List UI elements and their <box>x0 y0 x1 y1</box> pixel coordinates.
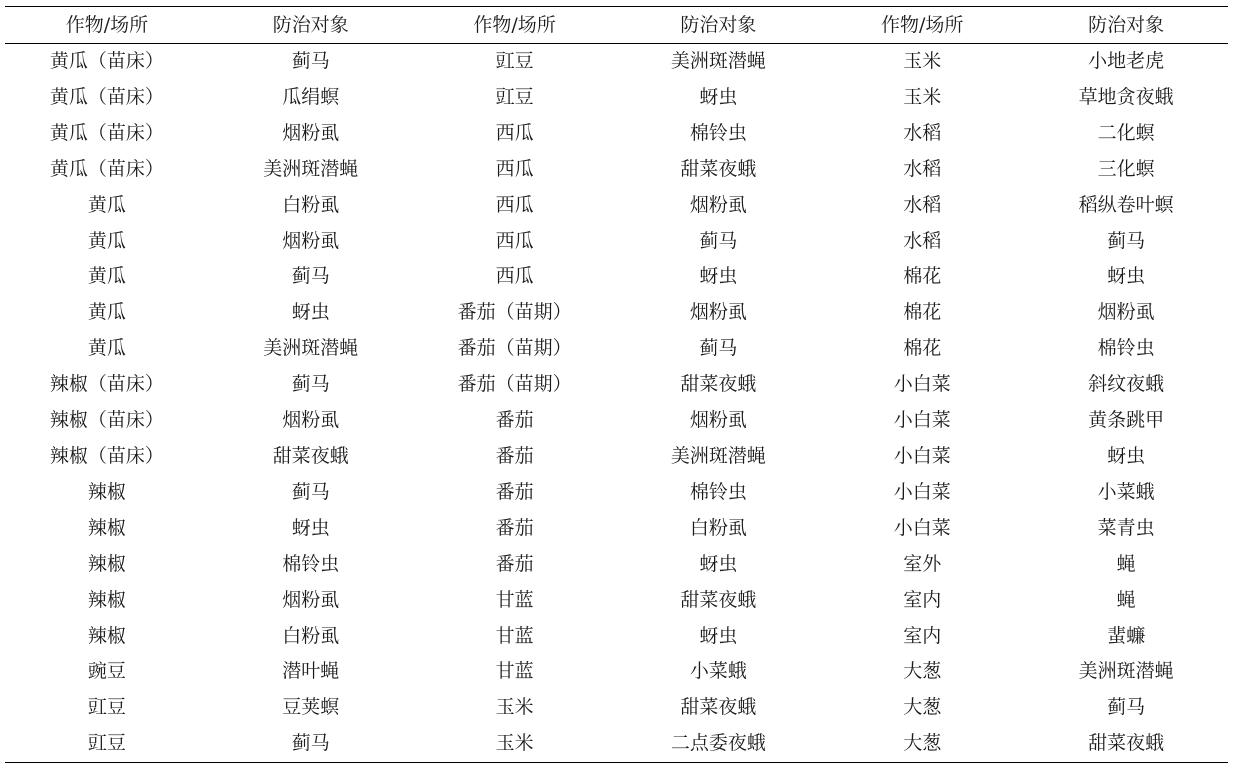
crop-site-cell: 甘蓝 <box>495 624 534 647</box>
pest-target-cell: 二化螟 <box>1097 121 1155 144</box>
pest-target-header: 防治对象 <box>272 14 349 36</box>
pest-target-cell: 美洲斑潜蝇 <box>263 157 359 180</box>
pest-target-cell: 美洲斑潜蝇 <box>670 444 766 467</box>
table-row <box>5 475 1228 511</box>
crop-site-cell: 辣椒（苗床） <box>49 409 164 432</box>
pest-target-cell: 蓟马 <box>291 265 330 288</box>
table-row <box>5 295 1228 331</box>
pest-target-header: 防治对象 <box>1088 14 1165 36</box>
crop-site-cell: 玉米 <box>903 85 942 108</box>
pest-target-cell: 烟粉虱 <box>689 301 747 324</box>
pest-target-cell: 美洲斑潜蝇 <box>1078 660 1174 683</box>
crop-site-cell: 黄瓜 <box>87 337 126 360</box>
pest-target-cell: 蓟马 <box>699 229 738 252</box>
crop-site-header: 作物/场所 <box>881 14 964 36</box>
table-row <box>5 583 1228 619</box>
pest-target-cell: 甜菜夜蛾 <box>680 588 757 611</box>
table-row <box>5 44 1228 80</box>
crop-site-header: 作物/场所 <box>473 14 556 36</box>
crop-pest-table <box>5 6 1228 763</box>
pest-target-cell: 棉铃虫 <box>689 480 747 503</box>
pest-target-cell: 蚜虫 <box>291 301 330 324</box>
crop-site-cell: 室内 <box>903 624 942 647</box>
pest-target-cell: 三化螟 <box>1097 157 1155 180</box>
crop-site-cell: 大葱 <box>903 696 942 719</box>
table-row <box>5 690 1228 726</box>
table-row <box>5 188 1228 224</box>
crop-site-cell: 番茄 <box>495 444 534 467</box>
crop-site-cell: 小白菜 <box>893 516 951 539</box>
pest-target-cell: 潜叶蝇 <box>282 660 340 683</box>
crop-site-header: 作物/场所 <box>65 14 149 36</box>
pest-target-cell: 白粉虱 <box>689 516 747 539</box>
crop-site-cell: 小白菜 <box>893 444 951 467</box>
pest-target-cell: 小菜蛾 <box>689 660 747 683</box>
table-row <box>5 619 1228 655</box>
crop-site-cell: 西瓜 <box>495 229 534 252</box>
pest-target-cell: 小菜蛾 <box>1097 480 1155 503</box>
pest-target-cell: 蚜虫 <box>699 265 738 288</box>
crop-pest-table-container <box>5 6 1228 763</box>
crop-site-cell: 西瓜 <box>495 193 534 216</box>
pest-target-cell: 甜菜夜蛾 <box>680 157 757 180</box>
table-row <box>5 367 1228 403</box>
crop-site-cell: 番茄（苗期） <box>457 337 572 360</box>
crop-site-cell: 室外 <box>903 552 942 575</box>
pest-target-cell: 烟粉虱 <box>1097 301 1155 324</box>
pest-target-cell: 稻纵卷叶螟 <box>1078 193 1174 216</box>
pest-target-cell: 棉铃虫 <box>689 121 747 144</box>
table-row <box>5 259 1228 295</box>
pest-target-cell: 棉铃虫 <box>1097 337 1155 360</box>
pest-target-cell: 草地贪夜蛾 <box>1078 85 1174 108</box>
pest-target-cell: 蚜虫 <box>1107 265 1146 288</box>
pest-target-cell: 甜菜夜蛾 <box>1088 732 1165 755</box>
crop-site-cell: 番茄 <box>495 480 534 503</box>
pest-target-cell: 豆荚螟 <box>282 696 340 719</box>
crop-site-cell: 黄瓜 <box>87 301 126 324</box>
table-header <box>5 7 1228 44</box>
table-row <box>5 511 1228 547</box>
table-row <box>5 116 1228 152</box>
pest-target-cell: 蓟马 <box>291 373 330 396</box>
pest-target-cell: 蚜虫 <box>699 624 738 647</box>
pest-target-cell: 瓜绢螟 <box>282 85 340 108</box>
pest-target-cell: 烟粉虱 <box>689 409 747 432</box>
crop-site-cell: 玉米 <box>903 50 942 72</box>
pest-target-cell: 蓟马 <box>291 50 330 72</box>
crop-site-cell: 大葱 <box>903 660 942 683</box>
pest-target-cell: 烟粉虱 <box>282 409 340 432</box>
crop-site-cell: 辣椒 <box>87 552 126 575</box>
crop-site-cell: 大葱 <box>903 732 942 755</box>
crop-site-cell: 豇豆 <box>87 732 126 755</box>
pest-target-cell: 烟粉虱 <box>282 588 340 611</box>
table-row <box>5 403 1228 439</box>
crop-site-cell: 小白菜 <box>893 480 951 503</box>
crop-site-cell: 辣椒 <box>87 588 126 611</box>
crop-site-cell: 黄瓜 <box>87 193 126 216</box>
crop-site-cell: 黄瓜（苗床） <box>49 157 164 180</box>
table-row <box>5 224 1228 260</box>
crop-site-cell: 辣椒 <box>87 624 126 647</box>
pest-target-cell: 蓟马 <box>291 732 330 755</box>
crop-site-cell: 辣椒 <box>87 480 126 503</box>
table-body <box>5 44 1228 763</box>
crop-site-cell: 棉花 <box>903 265 942 288</box>
pest-target-cell: 蝇 <box>1116 552 1136 575</box>
crop-site-cell: 番茄 <box>495 409 534 432</box>
pest-target-cell: 蚜虫 <box>291 516 330 539</box>
pest-target-cell: 蝇 <box>1116 588 1136 611</box>
crop-site-cell: 黄瓜 <box>87 229 126 252</box>
pest-target-cell: 二点委夜蛾 <box>670 732 766 755</box>
crop-site-cell: 番茄 <box>495 552 534 575</box>
pest-target-cell: 蓟马 <box>291 480 330 503</box>
pest-target-cell: 甜菜夜蛾 <box>680 373 757 396</box>
crop-site-cell: 黄瓜 <box>87 265 126 288</box>
crop-site-cell: 辣椒 <box>87 516 126 539</box>
pest-target-cell: 蓟马 <box>1107 229 1146 252</box>
pest-target-cell: 甜菜夜蛾 <box>272 444 349 467</box>
crop-site-cell: 小白菜 <box>893 409 951 432</box>
pest-target-cell: 斜纹夜蛾 <box>1088 373 1165 396</box>
pest-target-cell: 烟粉虱 <box>689 193 747 216</box>
pest-target-cell: 蓟马 <box>699 337 738 360</box>
crop-site-cell: 水稻 <box>903 121 942 144</box>
crop-site-cell: 水稻 <box>903 157 942 180</box>
crop-site-cell: 玉米 <box>495 696 534 719</box>
crop-site-cell: 番茄 <box>495 516 534 539</box>
crop-site-cell: 番茄（苗期） <box>457 373 572 396</box>
crop-site-cell: 玉米 <box>495 732 534 755</box>
pest-target-cell: 菜青虫 <box>1097 516 1155 539</box>
crop-site-cell: 豌豆 <box>87 660 126 683</box>
pest-target-cell: 蓟马 <box>1107 696 1146 719</box>
crop-site-cell: 黄瓜（苗床） <box>49 121 164 144</box>
table-row <box>5 547 1228 583</box>
pest-target-cell: 蚜虫 <box>1107 444 1146 467</box>
crop-site-cell: 西瓜 <box>495 265 534 288</box>
crop-site-cell: 水稻 <box>903 193 942 216</box>
pest-target-cell: 烟粉虱 <box>282 121 340 144</box>
pest-target-cell: 烟粉虱 <box>282 229 340 252</box>
table-row <box>5 80 1228 116</box>
table-row <box>5 726 1228 762</box>
pest-target-cell: 白粉虱 <box>282 193 340 216</box>
pest-target-cell: 蚜虫 <box>699 85 738 108</box>
table-row <box>5 654 1228 690</box>
crop-site-cell: 甘蓝 <box>495 588 534 611</box>
crop-site-cell: 豇豆 <box>495 85 534 108</box>
pest-target-cell: 蜚蠊 <box>1107 624 1146 647</box>
crop-site-cell: 豇豆 <box>495 50 534 72</box>
crop-site-cell: 辣椒（苗床） <box>49 444 164 467</box>
pest-target-header: 防治对象 <box>680 14 757 36</box>
pest-target-cell: 美洲斑潜蝇 <box>670 50 766 72</box>
table-row <box>5 331 1228 367</box>
header-row <box>5 7 1228 44</box>
pest-target-cell: 黄条跳甲 <box>1088 409 1165 432</box>
pest-target-cell: 小地老虎 <box>1088 50 1165 72</box>
crop-site-cell: 番茄（苗期） <box>457 301 572 324</box>
pest-target-cell: 甜菜夜蛾 <box>680 696 757 719</box>
crop-site-cell: 室内 <box>903 588 942 611</box>
crop-site-cell: 小白菜 <box>893 373 951 396</box>
table-row <box>5 439 1228 475</box>
crop-site-cell: 西瓜 <box>495 121 534 144</box>
crop-site-cell: 棉花 <box>903 301 942 324</box>
pest-target-cell: 美洲斑潜蝇 <box>263 337 359 360</box>
pest-target-cell: 蚜虫 <box>699 552 738 575</box>
crop-site-cell: 辣椒（苗床） <box>49 373 164 396</box>
table-row <box>5 152 1228 188</box>
pest-target-cell: 棉铃虫 <box>282 552 340 575</box>
crop-site-cell: 西瓜 <box>495 157 534 180</box>
pest-target-cell: 白粉虱 <box>282 624 340 647</box>
crop-site-cell: 甘蓝 <box>495 660 534 683</box>
crop-site-cell: 豇豆 <box>87 696 126 719</box>
crop-site-cell: 黄瓜（苗床） <box>49 50 164 72</box>
crop-site-cell: 水稻 <box>903 229 942 252</box>
crop-site-cell: 黄瓜（苗床） <box>49 85 164 108</box>
crop-site-cell: 棉花 <box>903 337 942 360</box>
